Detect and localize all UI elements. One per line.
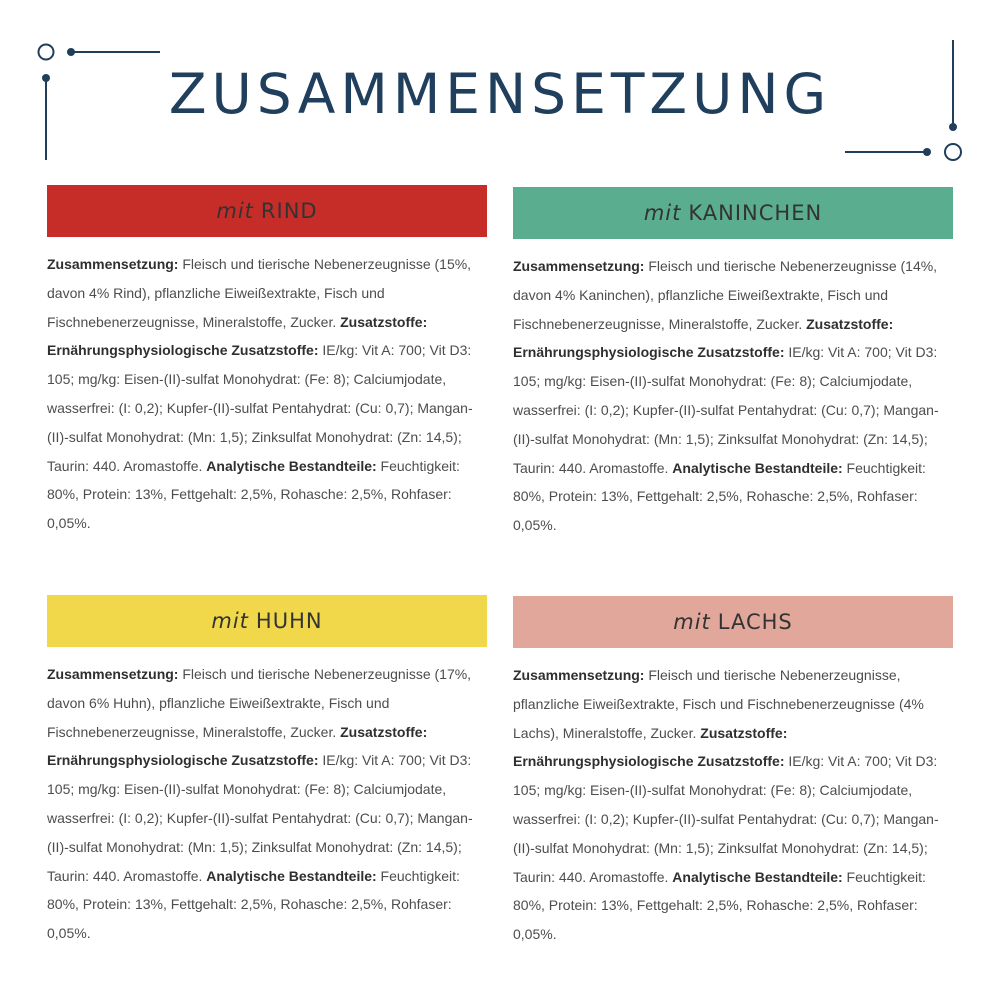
composition-ingredients: Fleisch und tierische Nebenerzeugnisse (15%, davon 4% Rind), pflanzliche Eiweißextrakte, Fisch und Fischnebenerzeugnisse, Mineralstoffe, Zucker. (47, 256, 472, 330)
analytics-heading: Analytische Bestandteile: (672, 459, 843, 476)
analytics-values: Feuchtigkeit: 80%, Protein: 13%, Fettgehalt: 2,5%, Rohasche: 2,5%, Rohfaser: 0,05%. (513, 459, 926, 534)
analytics-heading: Analytische Bestandteile: (206, 867, 377, 884)
composition-heading: Zusammensetzung: (513, 258, 645, 274)
banner-lachs (513, 596, 953, 648)
analytics-values: Feuchtigkeit: 80%, Protein: 13%, Fettgehalt: 2,5%, Rohasche: 2,5%, Rohfaser: 0,05%. (513, 868, 926, 943)
banner-prefix: mit (211, 609, 249, 633)
analytics-heading: Analytische Bestandteile: (672, 868, 843, 885)
composition-heading: Zusammensetzung: (47, 256, 179, 272)
additives-heading: Zusatzstoffe: Ernährungsphysiologische Zusatzstoffe: (513, 724, 788, 770)
banner-label: RIND (260, 199, 318, 223)
additives-values: IE/kg: Vit A: 700; Vit D3: 105; mg/kg: Eisen-(II)-sulfat Monohydrat: (Fe: 8); Calciumjodate, wasserfrei: (I: 0,2); Kupfer-(II)-sulfat Pentahydrat: (Cu: 0,7); Mangan-(II)-sulfat Monohydrat: (Mn: 1,5); Zinksulfat Monohydrat: (Zn: 14,5); Taurin: 440. Aromastoffe. (513, 344, 939, 476)
banner-prefix: mit (643, 201, 682, 225)
additives-heading: Zusatzstoffe: Ernährungsphysiologische Zusatzstoffe: (47, 313, 428, 359)
banner-kaninchen (513, 187, 953, 239)
composition-text (47, 660, 487, 948)
additives-values: IE/kg: Vit A: 700; Vit D3: 105; mg/kg: Eisen-(II)-sulfat Monohydrat: (Fe: 8); Calciumjodate, wasserfrei: (I: 0,2); Kupfer-(II)-sulfat Pentahydrat: (Cu: 0,7); Mangan-(II)-sulfat Monohydrat: (Mn: 1,5); Zinksulfat Monohydrat: (Zn: 14,5); Taurin: 440. Aromastoffe. (513, 753, 939, 885)
banner-prefix: mit (216, 199, 254, 223)
banner-prefix: mit (673, 610, 711, 634)
composition-ingredients: Fleisch und tierische Nebenerzeugnisse, pflanzliche Eiweißextrakte, Fisch und Fischnebenerzeugnisse (4% Lachs), Mineralstoffe, Zucker. (513, 667, 924, 741)
additives-values: IE/kg: Vit A: 700; Vit D3: 105; mg/kg: Eisen-(II)-sulfat Monohydrat: (Fe: 8); Calciumjodate, wasserfrei: (I: 0,2); Kupfer-(II)-sulfat Pentahydrat: (Cu: 0,7); Mangan-(II)-sulfat Monohydrat: (Mn: 1,5); Zinksulfat Monohydrat: (Zn: 14,5); Taurin: 440. Aromastoffe. (47, 342, 473, 474)
additives-values: IE/kg: Vit A: 700; Vit D3: 105; mg/kg: Eisen-(II)-sulfat Monohydrat: (Fe: 8); Calciumjodate, wasserfrei: (I: 0,2); Kupfer-(II)-sulfat Pentahydrat: (Cu: 0,7); Mangan-(II)-sulfat Monohydrat: (Mn: 1,5); Zinksulfat Monohydrat: (Zn: 14,5); Taurin: 440. Aromastoffe. (47, 752, 473, 884)
additives-heading: Zusatzstoffe: Ernährungsphysiologische Zusatzstoffe: (47, 723, 428, 769)
page-title: ZUSAMMENSETZUNG (168, 62, 832, 126)
section-rind (47, 185, 487, 538)
section-kaninchen (513, 187, 953, 540)
banner-label: LACHS (717, 610, 793, 634)
additives-heading: Zusatzstoffe: Ernährungsphysiologische Zusatzstoffe: (513, 315, 894, 361)
composition-text (47, 250, 487, 538)
composition-text (513, 252, 953, 540)
composition-ingredients: Fleisch und tierische Nebenerzeugnisse (14%, davon 4% Kaninchen), pflanzliche Eiweißextrakte, Fisch und Fischnebenerzeugnisse, Mineralstoffe, Zucker. (513, 258, 938, 332)
composition-heading: Zusammensetzung: (47, 666, 179, 682)
composition-text (513, 661, 953, 949)
composition-heading: Zusammensetzung: (513, 667, 645, 683)
banner-huhn (47, 595, 487, 647)
banner-label: KANINCHEN (688, 201, 823, 225)
section-huhn (47, 595, 487, 948)
analytics-values: Feuchtigkeit: 80%, Protein: 13%, Fettgehalt: 2,5%, Rohasche: 2,5%, Rohfaser: 0,05%. (47, 457, 460, 532)
analytics-values: Feuchtigkeit: 80%, Protein: 13%, Fettgehalt: 2,5%, Rohasche: 2,5%, Rohfaser: 0,05%. (47, 867, 460, 942)
banner-label: HUHN (255, 609, 323, 633)
section-lachs (513, 596, 953, 949)
composition-ingredients: Fleisch und tierische Nebenerzeugnisse (17%, davon 6% Huhn), pflanzliche Eiweißextrakte, Fisch und Fischnebenerzeugnisse, Mineralstoffe, Zucker. (47, 666, 472, 740)
analytics-heading: Analytische Bestandteile: (206, 457, 377, 474)
banner-rind (47, 185, 487, 237)
